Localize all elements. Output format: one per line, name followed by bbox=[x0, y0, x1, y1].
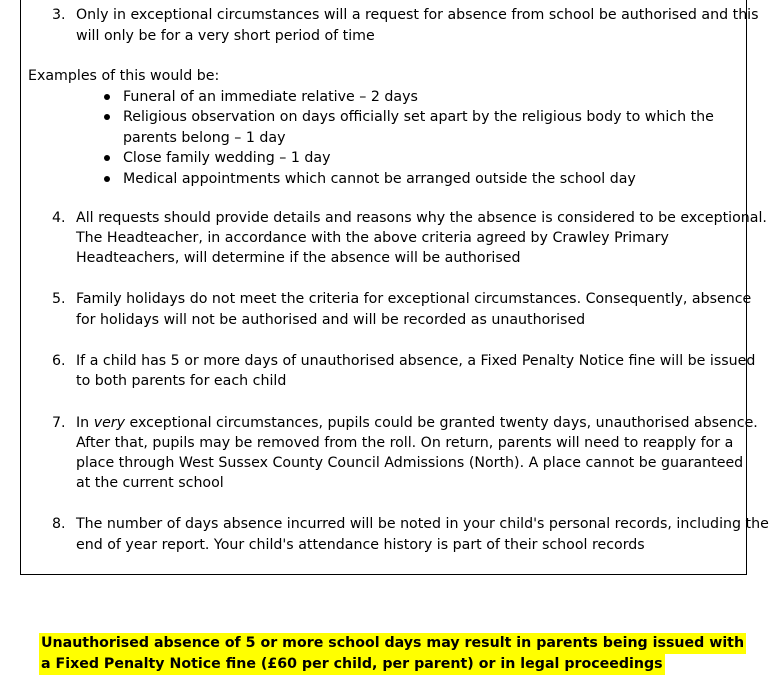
item-3-number: 3. bbox=[52, 7, 66, 23]
item-7-line-1: In very exceptional circumstances, pupils could be granted twenty days, unauthorised absence. bbox=[76, 415, 758, 431]
item-4-number: 4. bbox=[52, 210, 66, 226]
item-4-line-2: The Headteacher, in accordance with the above criteria agreed by Crawley Primary bbox=[76, 230, 669, 246]
bullet-dot bbox=[104, 94, 110, 100]
penalty-notice-line-1: Unauthorised absence of 5 or more school days may result in parents being issued with bbox=[39, 633, 746, 654]
example-2-line-1: Religious observation on days officially set apart by the religious body to which the bbox=[123, 109, 714, 125]
penalty-notice-line-2: a Fixed Penalty Notice fine (£60 per child, per parent) or in legal proceedings bbox=[39, 654, 665, 675]
item-5-line-2: for holidays will not be authorised and will be recorded as unauthorised bbox=[76, 312, 586, 328]
bullet-dot bbox=[104, 155, 110, 161]
item-4-line-3: Headteachers, will determine if the absence will be authorised bbox=[76, 250, 521, 266]
item-7-line-3: place through West Sussex County Council Admissions (North). A place cannot be guaranteed bbox=[76, 455, 744, 471]
bullet-dot bbox=[104, 176, 110, 182]
item-5-line-1: Family holidays do not meet the criteria for exceptional circumstances. Consequently, absence bbox=[76, 291, 752, 307]
item-6-number: 6. bbox=[52, 353, 66, 369]
example-4-line-1: Medical appointments which cannot be arranged outside the school day bbox=[123, 171, 636, 187]
item-6-line-2: to both parents for each child bbox=[76, 373, 287, 389]
item-4-line-1: All requests should provide details and reasons why the absence is considered to be exceptional. bbox=[76, 210, 767, 226]
bullet-dot bbox=[104, 114, 110, 120]
item-3-line-2: will only be for a very short period of time bbox=[76, 28, 375, 44]
example-3-line-1: Close family wedding – 1 day bbox=[123, 150, 331, 166]
item-7-line-2: After that, pupils may be removed from the roll. On return, parents will need to reapply for a bbox=[76, 435, 734, 451]
example-1-line-1: Funeral of an immediate relative – 2 days bbox=[123, 89, 418, 105]
item-3-line-1: Only in exceptional circumstances will a request for absence from school be authorised and this bbox=[76, 7, 759, 23]
item-8-number: 8. bbox=[52, 516, 66, 532]
item-7-line-4: at the current school bbox=[76, 475, 224, 491]
item-5-number: 5. bbox=[52, 291, 66, 307]
item-6-line-1: If a child has 5 or more days of unauthorised absence, a Fixed Penalty Notice fine will be issued bbox=[76, 353, 756, 369]
item-8-line-1: The number of days absence incurred will be noted in your child's personal records, including the bbox=[76, 516, 769, 532]
item-7-number: 7. bbox=[52, 415, 66, 431]
examples-heading: Examples of this would be: bbox=[28, 68, 220, 84]
item-8-line-2: end of year report. Your child's attendance history is part of their school records bbox=[76, 537, 645, 553]
example-2-line-2: parents belong – 1 day bbox=[123, 130, 286, 146]
